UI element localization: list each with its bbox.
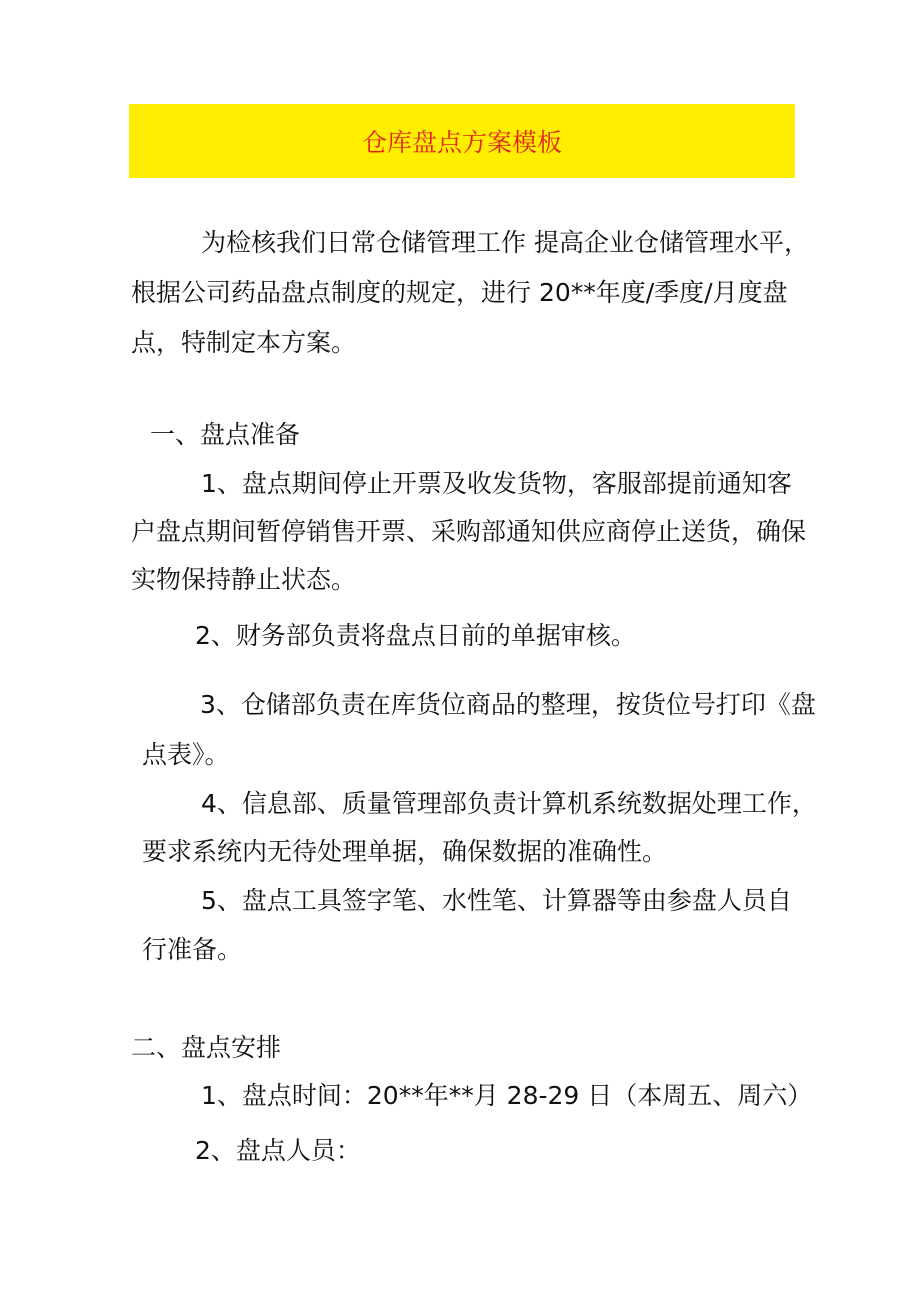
- title-banner: [129, 104, 795, 178]
- section1-item2-line-1: 2、财务部负责将盘点日前的单据审核。: [195, 621, 636, 650]
- section1-item1-line-1: 1、盘点期间停止开票及收发货物，客服部提前通知客: [201, 469, 792, 498]
- section1-item5-line-1: 5、盘点工具签字笔、水性笔、计算器等由参盘人员自: [201, 886, 792, 915]
- section2-item2-line-1: 2、盘点人员：: [195, 1136, 361, 1165]
- intro-line-2: 根据公司药品盘点制度的规定，进行 20**年度/季度/月度盘: [131, 278, 788, 307]
- section1-item3-line-1: 3、仓储部负责在库货位商品的整理，按货位号打印《盘: [200, 690, 816, 719]
- section1-item1-line-2: 户盘点期间暂停销售开票、采购部通知供应商停止送货，确保: [131, 517, 807, 546]
- section2-item1-line-1: 1、盘点时间：20**年**月 28-29 日（本周五、周六）: [201, 1081, 813, 1110]
- section1-item5-line-2: 行准备。: [142, 935, 243, 964]
- section1-heading: 一、盘点准备: [150, 420, 301, 449]
- section1-item4-line-1: 4、信息部、质量管理部负责计算机系统数据处理工作，: [201, 789, 817, 818]
- document-title: 仓库盘点方案模板: [361, 128, 562, 157]
- section1-item3-line-2: 点表》。: [142, 740, 230, 769]
- intro-line-3: 点，特制定本方案。: [131, 328, 357, 357]
- intro-line-1: 为检核我们日常仓储管理工作 提高企业仓储管理水平，: [201, 228, 809, 257]
- section1-item1-line-3: 实物保持静止状态。: [131, 565, 357, 594]
- section1-item4-line-2: 要求系统内无待处理单据，确保数据的准确性。: [142, 837, 668, 866]
- section2-heading: 二、盘点安排: [131, 1033, 282, 1062]
